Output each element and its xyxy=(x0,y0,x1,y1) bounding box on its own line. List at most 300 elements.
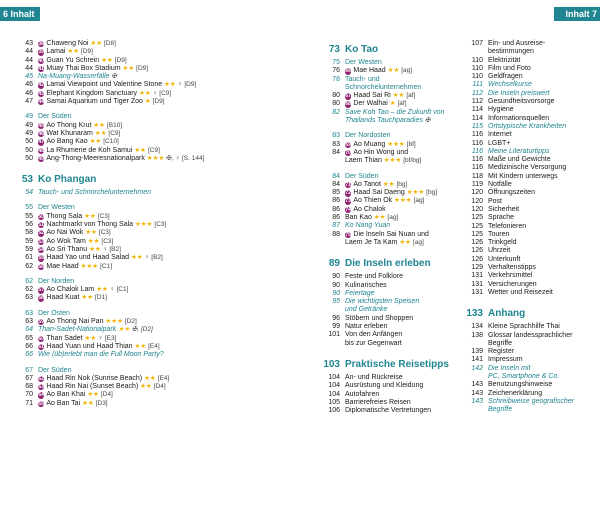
entry-text xyxy=(345,173,378,181)
page-number: 50 xyxy=(25,138,33,146)
entry-text xyxy=(488,231,509,239)
entry-text xyxy=(38,90,171,98)
entry-text xyxy=(345,239,424,247)
page-number: 120 xyxy=(471,197,483,205)
entry-text xyxy=(345,100,407,108)
map-reference: [D1] xyxy=(95,294,107,302)
entry-text xyxy=(345,109,444,117)
map-reference: [D4] xyxy=(153,383,166,391)
map-reference: [af] xyxy=(406,92,416,100)
toc-entry xyxy=(463,223,600,231)
map-reference: [bf] xyxy=(406,140,416,148)
entry-title: Verhaltenstipps xyxy=(488,264,536,272)
section-heading xyxy=(13,172,199,187)
entry-title: Chaweng Noi xyxy=(46,40,89,47)
toc-entry xyxy=(13,147,199,155)
toc-entry xyxy=(320,239,460,247)
entry-text xyxy=(38,57,127,65)
map-reference: ♀ [E3] xyxy=(98,334,117,342)
page-number: 131 xyxy=(471,288,483,296)
entry-text xyxy=(345,374,403,382)
page-number: 85 xyxy=(332,189,340,197)
entry-title: Ao Chalok xyxy=(353,205,386,213)
sight-number-badge: 41 xyxy=(38,65,44,72)
toc-entry xyxy=(463,98,600,106)
page-number: 110 xyxy=(471,64,483,72)
page-number: 104 xyxy=(328,390,340,398)
toc-entry xyxy=(320,231,460,239)
toc-entry xyxy=(320,273,460,281)
page-number: 116 xyxy=(471,147,483,155)
toc-entry xyxy=(463,148,600,156)
page-number: 55 xyxy=(25,212,33,220)
entry-title: Ko Tao xyxy=(345,44,379,55)
entry-text xyxy=(38,343,160,351)
entry-title: Ao Hin Wong und xyxy=(353,148,409,156)
page-number: 104 xyxy=(328,373,340,381)
spacer xyxy=(13,106,199,113)
sight-number-badge: 75 xyxy=(345,231,351,238)
entry-text xyxy=(38,335,116,343)
entry-text xyxy=(488,348,514,356)
sight-number-badge: 42 xyxy=(38,82,44,89)
page-number: 86 xyxy=(332,197,340,205)
entry-title: Versicherungen xyxy=(488,280,537,288)
page-number: 44 xyxy=(25,64,33,72)
rating-stars: ★★ xyxy=(101,56,113,64)
entry-title: Ao Thong Nai Pan xyxy=(46,318,104,326)
entry-title: Wat Khunaram xyxy=(46,129,93,137)
map-reference: [E4] xyxy=(157,374,170,382)
rating-stars: ★★ xyxy=(144,374,156,382)
sight-number-badge: 58 xyxy=(38,295,44,302)
toc-entry xyxy=(463,272,600,280)
page-number: 43 xyxy=(25,40,33,47)
section-heading xyxy=(320,256,460,271)
rating-stars: ★★ xyxy=(96,286,108,294)
entry-title: Elektrizität xyxy=(488,56,521,64)
map-reference: [bg] xyxy=(396,180,408,188)
sight-number-badge: 70 xyxy=(345,149,351,156)
entry-title: Verkehrsmittel xyxy=(488,272,533,280)
entry-text xyxy=(38,351,164,359)
toc-entry xyxy=(13,335,199,343)
entry-title: Ban Kao xyxy=(345,214,372,222)
entry-text xyxy=(345,84,421,92)
entry-text xyxy=(38,204,75,212)
page-number: 90 xyxy=(332,281,340,289)
entry-text xyxy=(488,323,560,331)
entry-text xyxy=(38,263,112,271)
toc-entry xyxy=(13,318,199,326)
page-number: 68 xyxy=(25,383,33,391)
entry-title: Ao Tanot xyxy=(353,180,381,188)
page-number: 112 xyxy=(471,98,483,106)
entry-title: Film und Foto xyxy=(488,64,531,72)
toc-entry xyxy=(320,407,460,415)
entry-title: Haad Rin Nai (Sunset Beach) xyxy=(46,383,139,391)
toc-entry xyxy=(463,81,600,89)
page-number: 96 xyxy=(332,314,340,322)
page-number: 116 xyxy=(471,131,483,139)
entry-title: Informationsquellen xyxy=(488,114,550,122)
entry-title: Der Westen xyxy=(345,59,382,66)
sight-number-badge: 45 xyxy=(38,122,44,129)
toc-entry xyxy=(463,189,600,197)
entry-text xyxy=(488,332,572,340)
entry-title: Tauch- und xyxy=(345,75,380,83)
page-number: 120 xyxy=(471,189,483,197)
sight-number-badge: 65 xyxy=(38,400,44,407)
entry-text xyxy=(488,247,510,255)
page-number: 46 xyxy=(25,81,33,89)
toc-entry xyxy=(13,81,199,89)
page-number: 139 xyxy=(471,348,483,356)
entry-title: Meine Literaturtipps xyxy=(488,147,550,155)
entry-title: Ao Thong Krut xyxy=(46,121,92,129)
toc-entry xyxy=(463,332,600,340)
entry-text xyxy=(345,290,375,298)
rating-stars: ★★★ xyxy=(406,189,425,197)
entry-title: Muay Thai Box Stadium xyxy=(46,64,121,72)
page-number: 75 xyxy=(332,59,340,66)
entry-title: Der Süden xyxy=(38,113,72,121)
page-number: 133 xyxy=(466,308,483,320)
toc-entry xyxy=(463,231,600,239)
entry-title: Wie (üb)erlebt man die Full Moon Party? xyxy=(38,351,164,359)
entry-text xyxy=(488,223,526,231)
entry-text xyxy=(38,113,71,121)
entry-title: Ko Phangan xyxy=(38,174,97,186)
rating-stars: ★★ xyxy=(67,48,80,56)
subsection-label xyxy=(320,76,460,84)
map-reference: [D9] xyxy=(136,64,149,72)
map-reference: [D3] xyxy=(95,399,108,407)
map-reference: [ag] xyxy=(412,238,424,246)
rating-stars: ★★★ xyxy=(134,221,153,229)
toc-entry xyxy=(463,373,600,381)
entry-text xyxy=(38,122,122,130)
toc-entry xyxy=(320,109,460,117)
page-number: 62 xyxy=(25,286,33,294)
entry-text xyxy=(38,213,110,221)
sight-number-badge: 69 xyxy=(345,141,351,148)
entry-title: Der Westen xyxy=(38,204,75,212)
toc-entry xyxy=(463,398,600,406)
entry-title: Der Walhai xyxy=(353,100,388,108)
map-reference: [af] xyxy=(397,100,407,108)
entry-title: Ao Bang Kao xyxy=(46,138,88,146)
spacer xyxy=(13,197,199,204)
toc-entry xyxy=(463,289,600,297)
entry-title: Ao Ban Khai xyxy=(46,391,86,399)
toc-entry xyxy=(320,331,460,339)
entry-title: Ao Sri Thanu xyxy=(46,245,88,253)
toc-entry xyxy=(463,123,600,131)
map-reference: ♀ [B2] xyxy=(102,245,121,253)
page-number: 125 xyxy=(471,222,483,230)
entry-text xyxy=(38,246,121,254)
toc-entry xyxy=(463,340,600,348)
entry-text xyxy=(345,206,386,214)
toc-entry xyxy=(463,140,600,148)
entry-title: Ko Nang Yuan xyxy=(345,222,391,230)
page-number: 89 xyxy=(328,258,340,270)
entry-text xyxy=(488,65,531,73)
page-number: 105 xyxy=(328,398,340,406)
page-number: 107 xyxy=(471,40,483,47)
toc-entry xyxy=(320,282,460,290)
page-number: 83 xyxy=(332,132,340,140)
entry-title: Than-Sadet-Nationalpark xyxy=(38,326,117,334)
toc-entry xyxy=(13,229,199,237)
entry-title: Hygiene xyxy=(488,106,514,114)
rating-stars: ★★ xyxy=(134,146,146,154)
rating-stars: ★★★ xyxy=(146,154,165,162)
entry-title: Stöbern und Shoppen xyxy=(345,314,414,322)
toc-entry xyxy=(320,382,460,390)
entry-text xyxy=(488,306,525,321)
toc-entry xyxy=(320,374,460,382)
toc-entry xyxy=(463,239,600,247)
spacer xyxy=(13,163,199,170)
toc-entry xyxy=(320,399,460,407)
entry-text xyxy=(38,81,196,89)
toc-entry xyxy=(13,48,199,56)
page-number: 44 xyxy=(25,48,33,56)
rating-stars: ★★ xyxy=(85,229,97,237)
page-number: 87 xyxy=(332,222,340,230)
sight-number-badge: 43 xyxy=(38,90,44,97)
rating-stars: ★★ xyxy=(130,254,143,262)
entry-text xyxy=(345,315,413,323)
entry-text xyxy=(488,123,566,131)
entry-text xyxy=(488,73,523,81)
toc-entry xyxy=(463,198,600,206)
page-number: 76 xyxy=(332,67,340,75)
map-reference: [D9] xyxy=(81,48,93,56)
page-number: 49 xyxy=(25,121,33,129)
page-number: 67 xyxy=(25,366,33,374)
entry-text xyxy=(488,90,549,98)
entry-text xyxy=(488,57,520,65)
entry-title: Die Inseln preiswert xyxy=(488,89,550,97)
page-number: 58 xyxy=(25,229,33,237)
entry-text xyxy=(345,273,403,281)
toc-entry xyxy=(463,40,600,48)
section-heading xyxy=(320,42,460,57)
entry-title: Praktische Reisetipps xyxy=(345,358,449,370)
entry-title: Öffnungszeiten xyxy=(488,189,535,197)
entry-title: Wechselkurse xyxy=(488,81,532,89)
page-number: 62 xyxy=(25,277,33,285)
entry-text xyxy=(345,357,449,372)
toc-column-3 xyxy=(463,40,600,414)
map-reference: ✠ xyxy=(111,73,117,81)
toc-entry xyxy=(463,206,600,214)
page-number: 44 xyxy=(25,56,33,64)
entry-title: Internet xyxy=(488,131,512,139)
entry-text xyxy=(345,399,411,407)
sight-number-badge: 49 xyxy=(38,155,44,162)
entry-title: Thong Sala xyxy=(46,212,83,220)
toc-entry xyxy=(463,73,600,81)
rating-stars: ★★★ xyxy=(383,157,402,165)
page-number: 61 xyxy=(25,254,33,262)
entry-title: bis zur Gegenwart xyxy=(345,339,402,347)
entry-text xyxy=(38,310,70,318)
entry-text xyxy=(38,318,137,326)
entry-title: Ao Muang xyxy=(353,140,386,148)
page-number: 86 xyxy=(332,205,340,213)
spacer xyxy=(320,348,460,355)
toc-entry xyxy=(320,323,460,331)
spacer xyxy=(320,125,460,132)
entry-title: Trinkgeld xyxy=(488,239,517,247)
entry-title: Ausrüstung und Kleidung xyxy=(345,382,424,390)
entry-text xyxy=(38,155,204,163)
sight-number-badge: 57 xyxy=(38,287,44,294)
page-number: 46 xyxy=(25,89,33,97)
page-number: 142 xyxy=(471,364,483,372)
page-number: 88 xyxy=(332,230,340,238)
page-number: 59 xyxy=(25,237,33,245)
entry-title: Post xyxy=(488,197,503,205)
toc-entry xyxy=(463,214,600,222)
entry-text xyxy=(488,406,512,414)
map-reference: [C9] xyxy=(108,129,121,137)
page-number: 80 xyxy=(332,100,340,108)
toc-entry xyxy=(463,48,600,56)
entry-text xyxy=(345,132,391,140)
page-number: 114 xyxy=(471,106,483,114)
entry-text xyxy=(38,326,153,334)
toc-entry xyxy=(13,57,199,65)
entry-title: Zeichenerklärung xyxy=(488,389,543,397)
entry-title: Maße und Gewichte xyxy=(488,156,551,164)
entry-title: bestimmungen xyxy=(488,48,534,56)
sight-number-badge: 47 xyxy=(38,139,44,146)
entry-text xyxy=(345,181,407,189)
page-number: 129 xyxy=(471,264,483,272)
spacer xyxy=(463,297,600,304)
page-number: 99 xyxy=(332,323,340,331)
sight-number-badge: 59 xyxy=(38,319,44,326)
sight-number-badge: 62 xyxy=(38,375,44,382)
entry-title: Ao Nai Wok xyxy=(46,229,84,237)
page-number: 125 xyxy=(471,214,483,222)
entry-title: Feste und Folklore xyxy=(345,273,403,281)
page-number: 90 xyxy=(332,289,340,297)
entry-title: Schnorchelunternehmen xyxy=(345,83,422,91)
entry-title: Geldfragen xyxy=(488,73,523,81)
entry-text xyxy=(38,367,71,375)
map-reference: [B10] xyxy=(106,121,123,129)
toc-entry xyxy=(463,65,600,73)
toc-entry xyxy=(13,263,199,271)
entry-text xyxy=(345,141,416,149)
sight-number-badge: 51 xyxy=(38,222,44,229)
toc-entry xyxy=(320,214,460,222)
page-number: 141 xyxy=(471,356,483,364)
sight-number-badge: 55 xyxy=(38,255,44,262)
toc-entry xyxy=(463,90,600,98)
entry-title: Diplomatische Vertretungen xyxy=(345,407,431,415)
page-number: 111 xyxy=(472,81,483,89)
entry-title: Autofahren xyxy=(345,390,380,398)
toc-entry xyxy=(463,256,600,264)
toc-entry xyxy=(13,254,199,262)
map-reference: [C10] xyxy=(103,138,119,146)
entry-title: Lamai xyxy=(46,48,66,56)
sight-number-badge: 73 xyxy=(345,198,351,205)
page-number: 84 xyxy=(332,148,340,156)
toc-entry xyxy=(320,290,460,298)
entry-text xyxy=(488,189,535,197)
entry-title: Barrierefreies Reisen xyxy=(345,398,411,406)
page-number: 103 xyxy=(323,358,340,370)
toc-entry xyxy=(13,138,199,146)
toc-entry xyxy=(320,141,460,149)
entry-title: Natur erleben xyxy=(345,323,388,331)
toc-entry xyxy=(320,298,460,306)
page-number: 86 xyxy=(332,214,340,222)
page-number: 63 xyxy=(25,294,33,302)
subsection-label xyxy=(320,173,460,181)
page-number: 64 xyxy=(25,326,33,334)
map-reference: [ag] xyxy=(401,67,413,75)
map-reference: ♀ [D9] xyxy=(177,81,197,89)
map-reference: [bf/bg] xyxy=(403,157,422,165)
page-number: 95 xyxy=(332,298,340,306)
entry-text xyxy=(38,147,160,155)
toc-entry xyxy=(13,294,199,302)
entry-text xyxy=(38,375,169,383)
entry-title: Unterkunft xyxy=(488,255,521,263)
entry-text xyxy=(488,115,549,123)
map-reference: [C3] xyxy=(101,237,114,245)
map-reference: ✠, ♀ [S. 144] xyxy=(166,154,205,162)
toc-entry xyxy=(13,122,199,130)
entry-text xyxy=(345,331,402,339)
page-number: 104 xyxy=(328,382,340,390)
sight-number-badge: 39 xyxy=(38,49,44,56)
toc-entry xyxy=(13,90,199,98)
toc-entry xyxy=(320,315,460,323)
entry-text xyxy=(488,98,555,106)
entry-title: Mae Haad xyxy=(353,67,386,75)
entry-text xyxy=(488,256,520,264)
page-number: 119 xyxy=(471,181,483,189)
entry-text xyxy=(38,189,151,197)
entry-title: Mit Kindern unterwegs xyxy=(488,172,558,180)
entry-title: Mae Haad xyxy=(46,262,79,270)
page-number: 56 xyxy=(25,221,33,229)
page-number: 67 xyxy=(25,374,33,382)
rating-stars: ★★ xyxy=(87,237,100,245)
page-number: 126 xyxy=(471,239,483,247)
entry-text xyxy=(488,239,517,247)
toc-entry xyxy=(463,57,600,65)
sight-number-badge: 46 xyxy=(38,130,44,137)
entry-title: Schreibweise geografischer xyxy=(488,397,574,405)
toc-entry xyxy=(320,181,460,189)
rating-stars: ★★ xyxy=(94,129,107,137)
sight-number-badge: 48 xyxy=(38,147,44,154)
toc-entry xyxy=(463,348,600,356)
entry-title: Von den Anfängen xyxy=(345,331,403,339)
toc-entry xyxy=(13,246,199,254)
